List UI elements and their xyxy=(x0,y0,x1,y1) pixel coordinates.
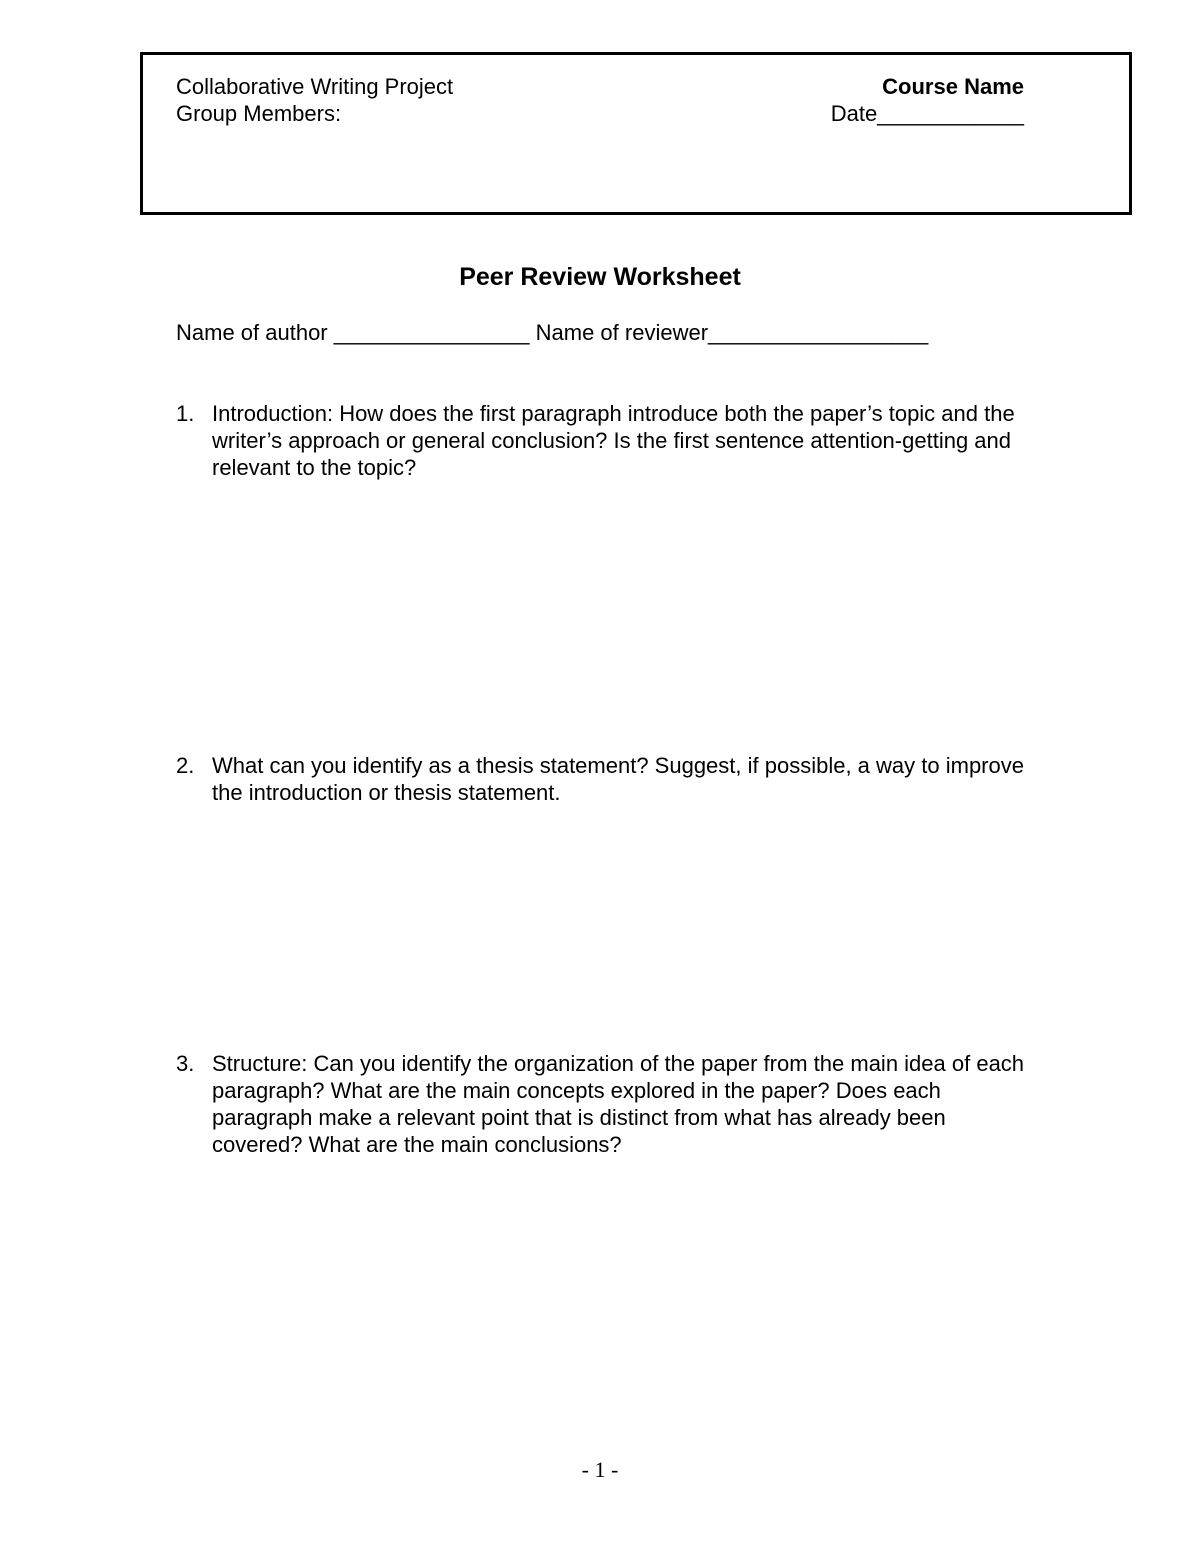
question-number: 3. xyxy=(176,1051,195,1076)
group-members-label: Group Members: xyxy=(176,101,342,126)
author-reviewer-line: Name of author ________________ Name of reviewer__________________ xyxy=(176,320,929,345)
project-label: Collaborative Writing Project xyxy=(176,74,454,99)
question-number: 2. xyxy=(176,753,195,778)
page-title: Peer Review Worksheet xyxy=(459,263,741,291)
date-field: Date____________ xyxy=(830,101,1024,126)
course-name: Course Name xyxy=(882,74,1024,99)
header-box xyxy=(140,52,1132,215)
question-text: Structure: Can you identify the organization of the paper from the main idea of each paragraph? What are the main concepts explored in the paper? Does each paragraph make a relevant point that is distinct from what has already been covered? What are the main conclusions? xyxy=(212,1051,1025,1157)
question-text: What can you identify as a thesis statement? Suggest, if possible, a way to improve the introduction or thesis statement. xyxy=(212,753,1024,805)
question-text: Introduction: How does the first paragraph introduce both the paper’s topic and the writer’s approach or general conclusion? Is the first sentence attention-getting and relevant to the topic? xyxy=(212,401,1015,480)
question-number: 1. xyxy=(176,401,195,426)
page-number: - 1 - xyxy=(581,1457,619,1482)
